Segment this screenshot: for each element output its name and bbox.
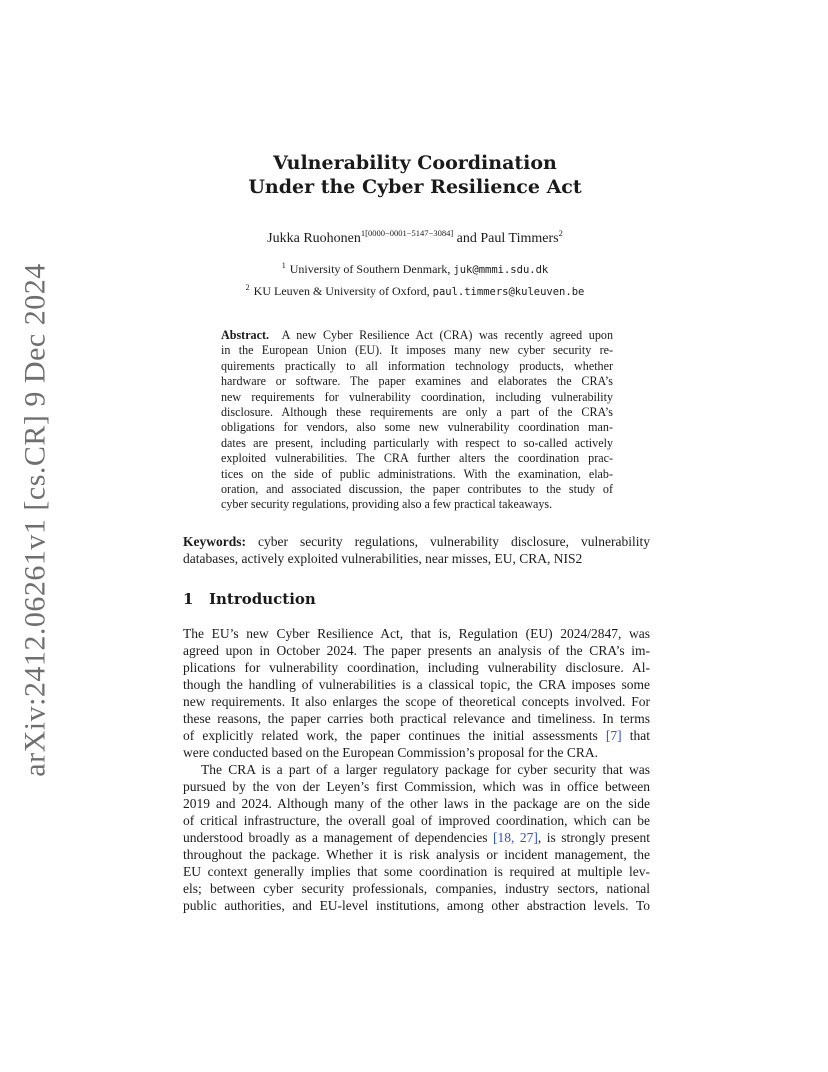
body-line: agreed upon in October 2024. The paper presents an analysis of the CRA’s im- [183,643,650,658]
abstract-line: in the European Union (EU). It imposes many new cyber security re- [221,343,613,358]
section-number: 1 [183,590,194,608]
title-line: Under the Cyber Resilience Act [248,176,582,198]
body-line: these reasons, the paper carries both practical relevance and timeliness. In terms [183,711,650,726]
body-line: The CRA is a part of a larger regulatory package for cyber security that was [201,762,650,777]
abstract-line: hardware or software. The paper examines and elaborates the CRA’s [221,374,613,389]
affiliation-text: University of Southern Denmark, [289,262,451,276]
abstract-line: cyber security regulations, providing also a few practical takeaways. [221,497,553,512]
arxiv-sidebar [15,260,57,780]
body-line: The EU’s new Cyber Resilience Act, that is, Regulation (EU) 2024/2847, was [183,626,650,641]
keywords-text: cyber security regulations, vulnerability disclosure, vulnerability [257,534,651,549]
citation-link[interactable]: [18, 27] [492,830,538,845]
abstract-line [221,328,613,343]
section-title: Introduction [209,590,316,608]
affiliations [150,257,680,301]
abstract-line: tices on the side of public administrations. With the examination, elab- [221,466,613,481]
body-line: EU context generally implies that some coordination is required at multiple lev- [183,864,650,879]
author-conjunction: and [456,231,477,246]
keywords-line: databases, actively exploited vulnerabilities, near misses, EU, CRA, NIS2 [183,551,583,566]
body-line: pursued by the von der Leyen’s first Commission, which was in office between [183,779,650,794]
affiliation-line [150,257,680,279]
title-line: Vulnerability Coordination [273,152,557,174]
keywords-line [183,533,650,550]
citation-link[interactable]: [7] [605,728,622,743]
affiliation-email[interactable]: paul.timmers@kuleuven.be [432,286,585,298]
abstract-line: oration, and associated discussion, the paper contributes to the study of [221,481,613,496]
body-line [183,829,650,846]
body-text [183,625,650,914]
body-text-fragment: that [629,728,651,743]
author-list [150,228,680,247]
abstract-line: obligations for vendors, also some new vulnerability coordination man- [221,420,613,435]
keywords-label: Keywords: [183,534,246,549]
affiliation-number: 1 [281,261,286,270]
body-line [183,727,650,744]
abstract [221,328,613,513]
author-name: Paul Timmers [480,231,559,246]
author-orcid: 1[0000−0001−5147−3084] [360,228,454,238]
section-heading [183,590,316,608]
body-line: 2019 and 2024. Although many of the other laws in the package are on the side [183,796,650,811]
body-line: new requirements. It also enlarges the scope of theoretical concepts involved. For [183,694,650,709]
abstract-line: new requirements for vulnerability coordination, including vulnerability [221,389,613,404]
abstract-line: quirements practically to all information technology products, whether [221,358,613,373]
affiliation-number: 2 [245,283,250,292]
abstract-line: dates are present, including particularly with respect to so-called actively [221,435,613,450]
abstract-text: A new Cyber Resilience Act (CRA) was recently agreed upon [281,328,613,342]
abstract-label: Abstract. [221,328,270,342]
abstract-line: disclosure. Although these requirements are only a part of the CRA’s [221,404,613,419]
abstract-line: exploited vulnerabilities. The CRA further alters the coordination prac- [221,451,613,466]
body-line: throughout the package. Whether it is risk analysis or incident management, the [183,847,650,862]
body-text-fragment: understood broadly as a management of dependencies [183,830,488,845]
keywords [183,533,650,567]
author-affiliation-mark: 2 [558,228,563,238]
body-line: els; between cyber security professionals, companies, industry sectors, national [183,881,650,896]
body-line: plications for vulnerability coordination, including vulnerability disclosure. Al- [183,660,650,675]
affiliation-email[interactable]: juk@mmmi.sdu.dk [453,264,549,276]
author-name: Jukka Ruohonen [267,231,361,246]
body-line: though the handling of vulnerabilities is a classical topic, the CRA imposes some [183,677,650,692]
body-line: were conducted based on the European Commission’s proposal for the CRA. [183,745,599,760]
affiliation-text: KU Leuven & University of Oxford, [253,284,430,298]
body-line: public authorities, and EU-level institutions, among other abstraction levels. To [183,898,650,913]
body-text-fragment: , is strongly present [537,830,650,845]
body-line: of critical infrastructure, the overall goal of improved coordination, which can be [183,813,650,828]
arxiv-identifier: arXiv:2412.06261v1 [cs.CR] 9 Dec 2024 [19,263,52,777]
paper-title [150,151,680,199]
body-text-fragment: of explicitly related work, the paper continues the initial assessments [183,728,598,743]
affiliation-line [150,279,680,301]
